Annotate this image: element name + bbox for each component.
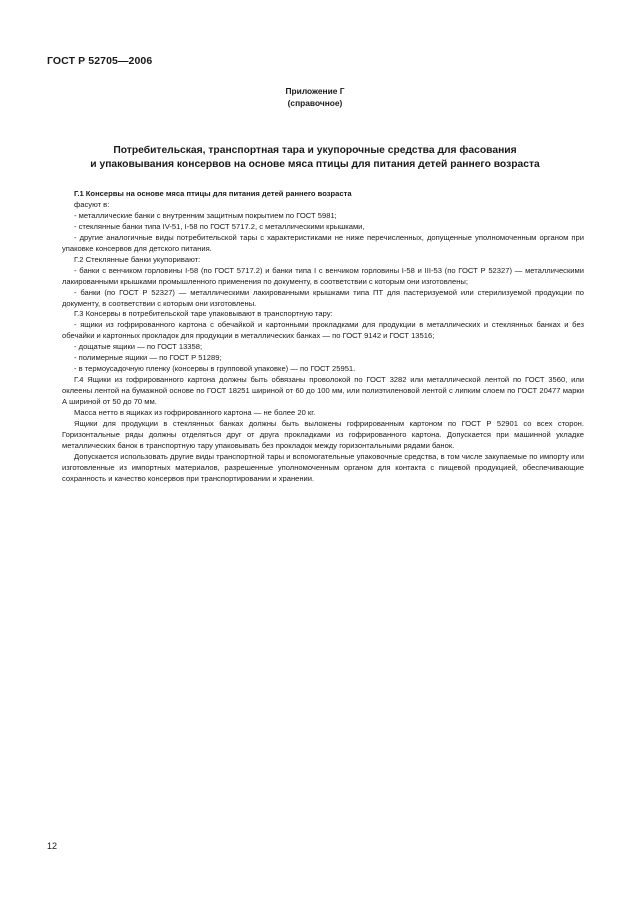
section-g1-item: - металлические банки с внутренним защитным покрытием по ГОСТ 5981; xyxy=(74,210,337,220)
section-g4-paragraph: Ящики для продукции в стеклянных банках должны быть выложены гофрированным картоном по ГОСТ Р 52901 со всех сторон. Горизонтальные ряды должны отделяться друг от друга прокладками из гофрированного картона. Допускается при машинной укладке металлических банок в транспортную тару упаковывать без прокладок между горизонтальными рядами банок. xyxy=(62,419,584,450)
section-g1-item: - другие аналогичные виды потребительской тары с характеристиками не ниже перечисленных, допущенные уполномоченным органом при упаковке консервов для детского питания. xyxy=(62,232,584,253)
appendix-label: Приложение Г xyxy=(285,86,345,96)
appendix-title-line-1: Потребительская, транспортная тара и укупорочные средства для фасования xyxy=(113,145,517,156)
section-g1-item: - стеклянные банки типа IV-51, I-58 по ГОСТ 5717.2, с металлическими крышками, xyxy=(74,221,365,231)
appendix-type: (справочное) xyxy=(287,97,343,108)
section-g2-item: - банки с венчиком горловины I-58 (по ГОСТ 5717.2) и банки типа I с венчиком горловины I-58 и III-53 (по ГОСТ Р 52327) — металлическими лакированными крышками промышленного применения по документу, в соответствии с которым они изготовлены; xyxy=(62,265,584,286)
section-g4-paragraph: Допускается использовать другие виды транспортной тары и вспомогательные упаковочные средства, в том числе закупаемые по импорту или изготовленные из импортных материалов, разрешенные уполномоченным органом для контакта с пищевой продукцией, обеспечивающие сохранность и качество консервов при транспортировании и хранении. xyxy=(62,451,584,483)
section-g1-heading: Г.1 Консервы на основе мяса птицы для питания детей раннего возраста xyxy=(74,189,352,198)
section-g1-intro: фасуют в: xyxy=(74,199,110,209)
section-g3-item: - в термоусадочную пленку (консервы в групповой упаковке) — по ГОСТ 25951. xyxy=(74,364,356,374)
document-body xyxy=(62,189,584,485)
section-g4-paragraph: Масса нетто в ящиках из гофрированного картона — не более 20 кг. xyxy=(74,408,316,418)
section-g3-heading: Г.3 Консервы в потребительской таре упаковывают в транспортную тару: xyxy=(74,309,333,319)
appendix-title-line-2: и упаковывания консервов на основе мяса птицы для питания детей раннего возраста xyxy=(90,159,540,170)
section-g2-item: - банки (по ГОСТ Р 52327) — металлическими лакированными крышками типа ПТ для пастеризуемой или стерилизуемой продукции по документу, в соответствии с которым они изготовлены. xyxy=(62,287,584,308)
appendix-heading xyxy=(0,86,630,109)
page-number: 12 xyxy=(47,841,58,851)
standard-id-header: ГОСТ Р 52705—2006 xyxy=(47,55,153,67)
section-g3-item: - дощатые ящики — по ГОСТ 13358; xyxy=(74,342,203,352)
section-g4-paragraph: Г.4 Ящики из гофрированного картона должны быть обвязаны проволокой по ГОСТ 3282 или металлической лентой по ГОСТ 3560, или оклеены лентой на бумажной основе по ГОСТ 18251 шириной от 60 до 100 мм, или полиэтиленовой лентой с липким слоем по ГОСТ 20477 марки А шириной от 50 до 70 мм. xyxy=(62,375,584,407)
section-g3-item: - полимерные ящики — по ГОСТ Р 51289; xyxy=(74,353,222,363)
section-g2-heading: Г.2 Стеклянные банки укупоривают: xyxy=(74,254,201,264)
appendix-title xyxy=(0,144,630,172)
section-g3-item: - ящики из гофрированного картона с обечайкой и картонными прокладками для продукции в металлических и стеклянных банках и без обечайки и картонных прокладок для продукции в металлических банках — по ГОСТ 9142 и ГОСТ 13516; xyxy=(62,320,584,341)
